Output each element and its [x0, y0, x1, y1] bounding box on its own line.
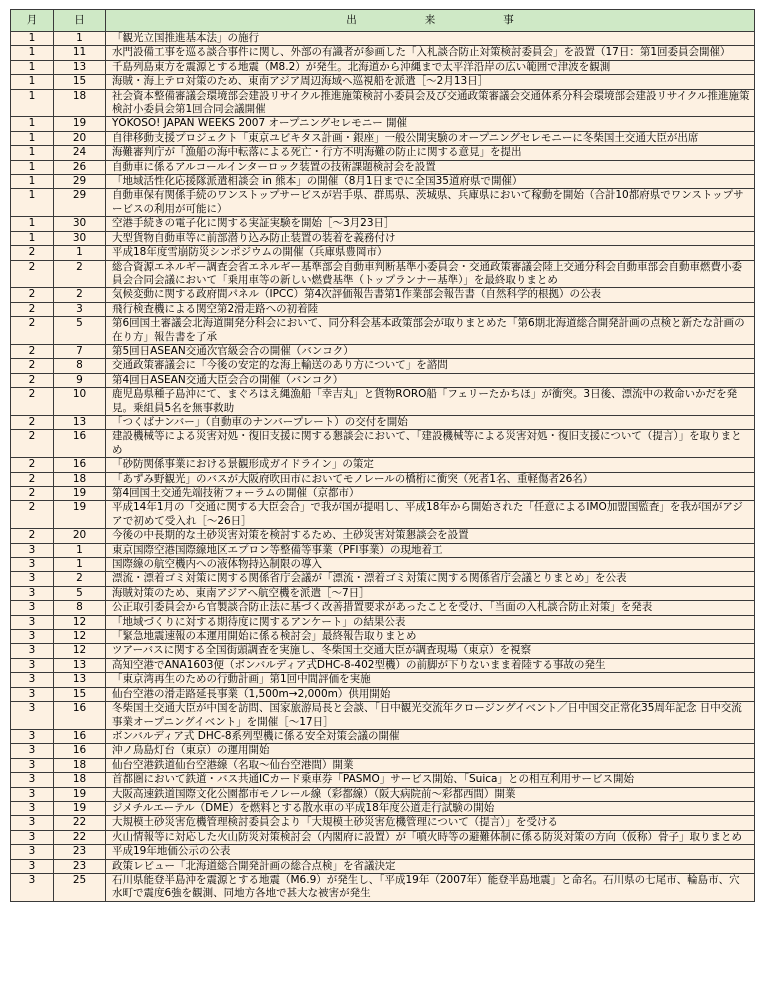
day-cell: 1 [54, 543, 106, 557]
table-row [11, 787, 755, 801]
event-cell: 気候変動に関する政府間パネル（IPCC）第4次評価報告書第1作業部会報告書（自然科学的根拠）の公表 [106, 288, 755, 302]
day-cell: 25 [54, 873, 106, 901]
event-cell: 沖ノ鳥島灯台（東京）の運用開始 [106, 744, 755, 758]
event-cell: 自律移動支援プロジェクト「東京ユビキタス計画・銀座」一般公開実験のオープニングセレモニーに冬柴国土交通大臣が出席 [106, 131, 755, 145]
day-cell: 19 [54, 501, 106, 529]
month-cell: 3 [11, 859, 54, 873]
month-cell: 2 [11, 317, 54, 345]
event-cell: 漂流・漂着ゴミ対策に関する関係省庁会議が「漂流・漂着ゴミ対策に関する関係省庁会議とりまとめ」を公表 [106, 572, 755, 586]
table-row [11, 302, 755, 316]
event-cell: 建設機械等による災害対処・復旧支援に関する懇談会において、「建設機械等による災害対処・復旧支援について（提言）」を取りまとめ [106, 430, 755, 458]
table-row [11, 816, 755, 830]
event-cell: 社会資本整備審議会環境部会建設リサイクル推進施策検討小委員会及び交通政策審議会交通体系分科会環境部会建設リサイクル推進施策検討小委員会第1回合同会議開催 [106, 89, 755, 117]
table-row [11, 388, 755, 416]
day-cell: 19 [54, 787, 106, 801]
event-cell: 東京国際空港国際線地区エプロン等整備等事業（PFI事業）の現地着工 [106, 543, 755, 557]
day-cell: 18 [54, 758, 106, 772]
table-row [11, 472, 755, 486]
table-row [11, 529, 755, 543]
event-cell: 公正取引委員会から官製談合防止法に基づく改善措置要求があったことを受け、「当面の入札談合防止対策」を発表 [106, 601, 755, 615]
month-cell: 3 [11, 801, 54, 815]
month-cell: 3 [11, 758, 54, 772]
event-cell: 飛行検査機による関空第2滑走路への初着陸 [106, 302, 755, 316]
chronology-table-container [10, 9, 754, 902]
event-cell: 海賊対策のため、東南アジアへ航空機を派遣［～7日］ [106, 586, 755, 600]
table-row [11, 217, 755, 231]
table-row [11, 543, 755, 557]
day-cell: 13 [54, 658, 106, 672]
month-cell: 2 [11, 373, 54, 387]
day-cell: 16 [54, 702, 106, 730]
day-cell: 29 [54, 189, 106, 217]
day-cell: 22 [54, 830, 106, 844]
table-row [11, 415, 755, 429]
day-cell: 13 [54, 673, 106, 687]
month-cell: 1 [11, 131, 54, 145]
table-row [11, 601, 755, 615]
event-cell: 自動車保有関係手続のワンストップサービスが岩手県、群馬県、茨城県、兵庫県において稼動を開始（合計10都府県でワンストップサービスの利用が可能に） [106, 189, 755, 217]
day-cell: 18 [54, 773, 106, 787]
event-cell: 第4回日ASEAN交通大臣会合の開催（バンコク） [106, 373, 755, 387]
event-cell: 「地域づくりに対する期待度に関するアンケート」の結果公表 [106, 615, 755, 629]
day-cell: 10 [54, 388, 106, 416]
table-row [11, 458, 755, 472]
event-cell: 仙台空港鉄道仙台空港線（名取～仙台空港間）開業 [106, 758, 755, 772]
event-cell: 鹿児島県種子島沖にて、まぐろはえ縄漁船「幸吉丸」と貨物RORO船「フェリーたかちほ」が衝突。3日後、漂流中の救命いかだを発見。乗組員5名を無事救助 [106, 388, 755, 416]
day-cell: 19 [54, 117, 106, 131]
month-cell: 2 [11, 458, 54, 472]
month-cell: 3 [11, 830, 54, 844]
event-cell: 「東京湾再生のための行動計画」第1回中間評価を実施 [106, 673, 755, 687]
day-cell: 16 [54, 430, 106, 458]
table-row [11, 288, 755, 302]
day-cell: 23 [54, 859, 106, 873]
day-cell: 12 [54, 630, 106, 644]
month-cell: 1 [11, 89, 54, 117]
table-row [11, 830, 755, 844]
event-cell: 平成14年1月の「交通に関する大臣会合」で我が国が提唱し、平成18年から開始された「任意によるIMO加盟国監査」を我が国がアジアで初めて受入れ［～26日］ [106, 501, 755, 529]
table-row [11, 32, 755, 46]
table-header-row [11, 10, 755, 32]
day-cell: 8 [54, 359, 106, 373]
event-cell: 第5回日ASEAN交通次官級会合の開催（バンコク） [106, 344, 755, 358]
day-cell: 8 [54, 601, 106, 615]
day-cell: 2 [54, 260, 106, 288]
table-row [11, 89, 755, 117]
table-row [11, 687, 755, 701]
event-cell: 大阪高速鉄道国際文化公園都市モノレール線（彩都線）（阪大病院前～彩都西間）開業 [106, 787, 755, 801]
month-cell: 1 [11, 231, 54, 245]
event-cell: 交通政策審議会に「今後の安定的な海上輸送のあり方について」を諮問 [106, 359, 755, 373]
event-cell: 仙台空港の滑走路延長事業（1,500m→2,000m）供用開始 [106, 687, 755, 701]
month-cell: 3 [11, 787, 54, 801]
month-cell: 2 [11, 529, 54, 543]
month-cell: 1 [11, 189, 54, 217]
table-row [11, 630, 755, 644]
day-cell: 26 [54, 160, 106, 174]
day-cell: 24 [54, 146, 106, 160]
day-cell: 22 [54, 816, 106, 830]
event-cell: 総合資源エネルギー調査会省エネルギー基準部会自動車判断基準小委員会・交通政策審議会陸上交通分科会自動車部会自動車燃費小委員会合同会議において「乗用車等の新しい燃費基準（トップランナー基準）」を最終取りまとめ [106, 260, 755, 288]
table-row [11, 131, 755, 145]
day-cell: 15 [54, 75, 106, 89]
month-cell: 2 [11, 472, 54, 486]
table-row [11, 231, 755, 245]
month-cell: 3 [11, 644, 54, 658]
month-cell: 3 [11, 658, 54, 672]
table-row [11, 189, 755, 217]
month-cell: 2 [11, 246, 54, 260]
event-cell: 政策レビュー「北海道総合開発計画の総合点検」を省議決定 [106, 859, 755, 873]
table-row [11, 246, 755, 260]
event-cell: 自動車に係るアルコールインターロック装置の技術課題検討会を設置 [106, 160, 755, 174]
event-cell: 大規模土砂災害危機管理検討委員会より「大規模土砂災害危機管理について（提言）」を受ける [106, 816, 755, 830]
month-cell: 1 [11, 217, 54, 231]
table-body [11, 32, 755, 902]
month-cell: 2 [11, 487, 54, 501]
table-row [11, 673, 755, 687]
day-cell: 30 [54, 231, 106, 245]
month-cell: 1 [11, 146, 54, 160]
day-cell: 19 [54, 487, 106, 501]
header-event: 出来事 [106, 10, 755, 32]
day-cell: 12 [54, 615, 106, 629]
month-cell: 3 [11, 543, 54, 557]
event-cell: 「観光立国推進基本法」の施行 [106, 32, 755, 46]
table-row [11, 487, 755, 501]
month-cell: 1 [11, 75, 54, 89]
month-cell: 1 [11, 46, 54, 60]
event-cell: 「緊急地震速報の本運用開始に係る検討会」最終報告取りまとめ [106, 630, 755, 644]
table-row [11, 586, 755, 600]
table-row [11, 117, 755, 131]
day-cell: 3 [54, 302, 106, 316]
day-cell: 1 [54, 246, 106, 260]
day-cell: 2 [54, 288, 106, 302]
month-cell: 1 [11, 175, 54, 189]
day-cell: 16 [54, 458, 106, 472]
day-cell: 11 [54, 46, 106, 60]
event-cell: 今後の中長期的な土砂災害対策を検討するため、土砂災害対策懇談会を設置 [106, 529, 755, 543]
month-cell: 1 [11, 60, 54, 74]
month-cell: 2 [11, 415, 54, 429]
day-cell: 18 [54, 472, 106, 486]
month-cell: 3 [11, 572, 54, 586]
event-cell: YŌKOSO! JAPAN WEEKS 2007 オープニングセレモニー 開催 [106, 117, 755, 131]
day-cell: 13 [54, 415, 106, 429]
month-cell: 2 [11, 388, 54, 416]
month-cell: 2 [11, 344, 54, 358]
event-cell: ボンバルディア式 DHC-8系列型機に係る安全対策会議の開催 [106, 729, 755, 743]
month-cell: 3 [11, 816, 54, 830]
event-cell: 「砂防関係事業における景観形成ガイドライン」の策定 [106, 458, 755, 472]
event-cell: 「あずみ野観光」のバスが大阪府吹田市においてモノレールの橋桁に衝突（死者1名、重軽傷者26名） [106, 472, 755, 486]
month-cell: 3 [11, 845, 54, 859]
event-cell: 第4回国土交通先端技術フォーラムの開催（京都市） [106, 487, 755, 501]
table-row [11, 373, 755, 387]
table-row [11, 344, 755, 358]
month-cell: 3 [11, 558, 54, 572]
day-cell: 5 [54, 586, 106, 600]
event-cell: 平成19年地価公示の公表 [106, 845, 755, 859]
month-cell: 3 [11, 687, 54, 701]
table-row [11, 501, 755, 529]
event-cell: ジメチルエーテル（DME）を燃料とする散水車の平成18年度公道走行試験の開始 [106, 801, 755, 815]
month-cell: 3 [11, 615, 54, 629]
month-cell: 2 [11, 302, 54, 316]
table-row [11, 146, 755, 160]
day-cell: 15 [54, 687, 106, 701]
event-cell: 冬柴国土交通大臣が中国を訪問、国家旅游局長と会談、「日中観光交流年クロージングイベント／日中国交正常化35周年記念 日中交流事業オープニングイベント」を開催［～17日］ [106, 702, 755, 730]
table-row [11, 558, 755, 572]
header-month: 月 [11, 10, 54, 32]
table-row [11, 729, 755, 743]
day-cell: 18 [54, 89, 106, 117]
event-cell: 「地域活性化応援隊派遣相談会 in 熊本」の開催（8月1日までに全国35道府県で開催） [106, 175, 755, 189]
month-cell: 3 [11, 873, 54, 901]
table-row [11, 359, 755, 373]
event-cell: 首都圏において鉄道・バス共通ICカード乗車券「PASMO」サービス開始、「Suica」との相互利用サービス開始 [106, 773, 755, 787]
event-cell: 石川県能登半島沖を震源とする地震（M6.9）が発生し、「平成19年（2007年）能登半島地震」と命名。石川県の七尾市、輪島市、穴水町で震度6強を観測、同地方各地で甚大な被害が発生 [106, 873, 755, 901]
event-cell: 国際線の航空機内への液体物持込制限の導入 [106, 558, 755, 572]
day-cell: 13 [54, 60, 106, 74]
month-cell: 3 [11, 601, 54, 615]
event-cell: 火山情報等に対応した火山防災対策検討会（内閣府に設置）が「噴火時等の避難体制に係る防災対策の方向（仮称）骨子」取りまとめ [106, 830, 755, 844]
day-cell: 12 [54, 644, 106, 658]
month-cell: 3 [11, 673, 54, 687]
day-cell: 7 [54, 344, 106, 358]
day-cell: 20 [54, 131, 106, 145]
month-cell: 1 [11, 32, 54, 46]
event-cell: 千島列島東方を震源とする地震（M8.2）が発生。北海道から沖縄まで太平洋沿岸の広い範囲で津波を観測 [106, 60, 755, 74]
table-row [11, 702, 755, 730]
table-row [11, 430, 755, 458]
day-cell: 29 [54, 175, 106, 189]
table-row [11, 46, 755, 60]
month-cell: 3 [11, 702, 54, 730]
day-cell: 2 [54, 572, 106, 586]
table-row [11, 175, 755, 189]
month-cell: 3 [11, 586, 54, 600]
event-cell: 海賊・海上テロ対策のため、東南アジア周辺海域へ巡視船を派遣［～2月13日］ [106, 75, 755, 89]
table-row [11, 758, 755, 772]
event-cell: 平成18年度雪崩防災シンポジウムの開催（兵庫県豊岡市） [106, 246, 755, 260]
month-cell: 3 [11, 744, 54, 758]
table-row [11, 873, 755, 901]
event-cell: ツアーバスに関する全国街頭調査を実施し、冬柴国土交通大臣が調査現場（東京）を視察 [106, 644, 755, 658]
table-row [11, 859, 755, 873]
month-cell: 3 [11, 773, 54, 787]
day-cell: 16 [54, 744, 106, 758]
month-cell: 2 [11, 288, 54, 302]
event-cell: 第6回国土審議会北海道開発分科会において、同分科会基本政策部会が取りまとめた「第6期北海道総合開発計画の点検と新たな計画の在り方」報告書を了承 [106, 317, 755, 345]
chronology-table [10, 9, 755, 902]
header-day: 日 [54, 10, 106, 32]
month-cell: 2 [11, 501, 54, 529]
table-row [11, 845, 755, 859]
month-cell: 2 [11, 430, 54, 458]
table-row [11, 572, 755, 586]
day-cell: 19 [54, 801, 106, 815]
table-row [11, 644, 755, 658]
table-row [11, 773, 755, 787]
event-cell: 水門設備工事を巡る談合事件に関し、外部の有識者が参画した「入札談合防止対策検討委員会」を設置（17日：第1回委員会開催） [106, 46, 755, 60]
day-cell: 5 [54, 317, 106, 345]
table-row [11, 615, 755, 629]
event-cell: 大型貨物自動車等に前部潜り込み防止装置の装着を義務付け [106, 231, 755, 245]
table-row [11, 60, 755, 74]
table-row [11, 744, 755, 758]
month-cell: 2 [11, 359, 54, 373]
table-row [11, 160, 755, 174]
event-cell: 「つくばナンバー」（自動車のナンバープレート）の交付を開始 [106, 415, 755, 429]
event-cell: 空港手続きの電子化に関する実証実験を開始［～3月23日］ [106, 217, 755, 231]
day-cell: 1 [54, 558, 106, 572]
day-cell: 16 [54, 729, 106, 743]
event-cell: 高知空港でANA1603便（ボンバルディア式DHC-8-402型機）の前脚が下りないまま着陸する事故の発生 [106, 658, 755, 672]
day-cell: 9 [54, 373, 106, 387]
table-row [11, 75, 755, 89]
month-cell: 2 [11, 260, 54, 288]
month-cell: 1 [11, 117, 54, 131]
table-row [11, 801, 755, 815]
day-cell: 20 [54, 529, 106, 543]
day-cell: 1 [54, 32, 106, 46]
month-cell: 3 [11, 630, 54, 644]
month-cell: 3 [11, 729, 54, 743]
month-cell: 1 [11, 160, 54, 174]
day-cell: 30 [54, 217, 106, 231]
day-cell: 23 [54, 845, 106, 859]
table-row [11, 317, 755, 345]
event-cell: 海難審判庁が「漁船の海中転落による死亡・行方不明海難の防止に関する意見」を提出 [106, 146, 755, 160]
table-row [11, 658, 755, 672]
table-row [11, 260, 755, 288]
